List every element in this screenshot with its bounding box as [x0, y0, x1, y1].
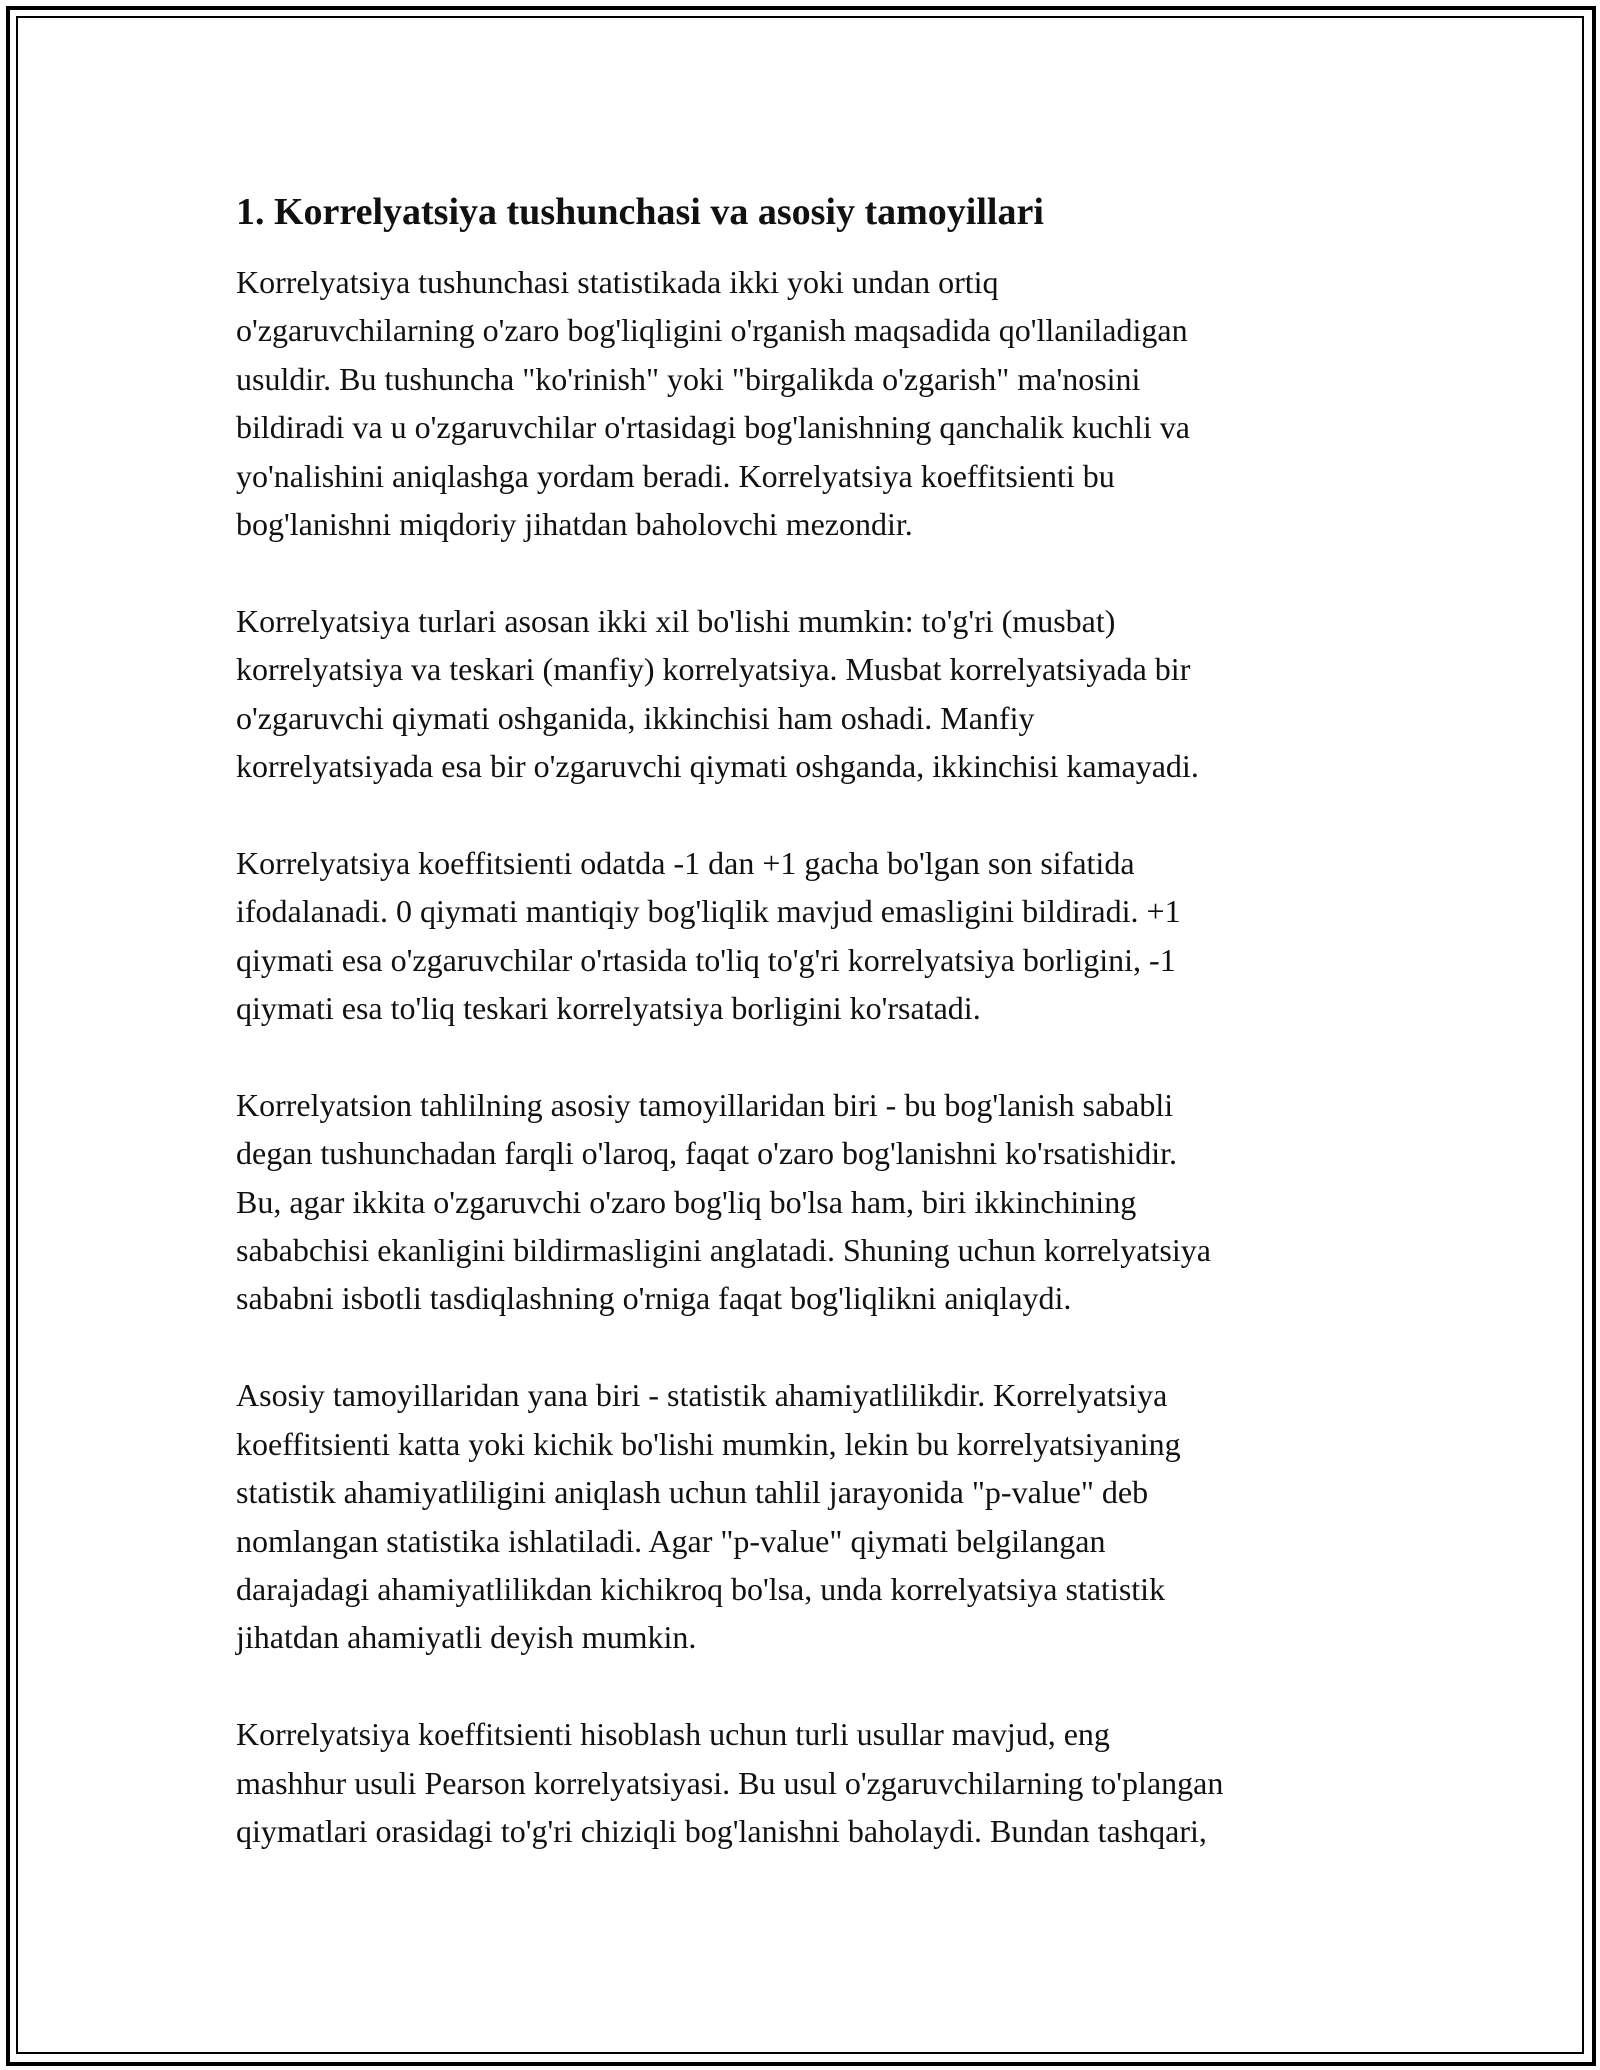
text-line: bildiradi va u o'zgaruvchilar o'rtasidagi bog'lanishning qanchalik kuchli va: [236, 409, 1190, 446]
text-line: Korrelyatsiya koeffitsienti odatda -1 dan +1 gacha bo'lgan son sifatida: [236, 844, 1135, 881]
text-line: ifodalanadi. 0 qiymati mantiqiy bog'liqlik mavjud emasligini bildiradi. +1: [236, 893, 1181, 930]
text-line: yo'nalishini aniqlashga yordam beradi. Korrelyatsiya koeffitsienti bu: [236, 457, 1115, 494]
text-line: Bu, agar ikkita o'zgaruvchi o'zaro bog'liq bo'lsa ham, biri ikkinchining: [236, 1183, 1137, 1220]
text-line: usuldir. Bu tushuncha "ko'rinish" yoki "birgalikda o'zgarish" ma'nosini: [236, 360, 1141, 397]
text-line: Korrelyatsiya turlari asosan ikki xil bo'lishi mumkin: to'g'ri (musbat): [236, 602, 1116, 639]
paragraph-types: [236, 597, 1376, 791]
text-line: sababchisi ekanligini bildirmasligini anglatadi. Shuning uchun korrelyatsiya: [236, 1232, 1211, 1269]
text-line: qiymati esa to'liq teskari korrelyatsiya borligini ko'rsatadi.: [236, 990, 981, 1027]
text-line: degan tushunchadan farqli o'laroq, faqat o'zaro bog'lanishni ko'rsatishidir.: [236, 1135, 1178, 1172]
text-line: korrelyatsiya va teskari (manfiy) korrelyatsiya. Musbat korrelyatsiyada bir: [236, 651, 1191, 688]
text-line: koeffitsienti katta yoki kichik bo'lishi mumkin, lekin bu korrelyatsiyaning: [236, 1425, 1181, 1462]
document-body: [236, 188, 1376, 1904]
text-line: Korrelyatsion tahlilning asosiy tamoyillaridan biri - bu bog'lanish sababli: [236, 1086, 1174, 1123]
text-line: Korrelyatsiya tushunchasi statistikada ikki yoki undan ortiq: [236, 264, 999, 300]
text-line: o'zgaruvchilarning o'zaro bog'liqligini o'rganish maqsadida qo'llaniladigan: [236, 312, 1188, 349]
text-line: darajadagi ahamiyatlilikdan kichikroq bo'lsa, unda korrelyatsiya statistik: [236, 1570, 1166, 1607]
text-line: Korrelyatsiya koeffitsienti hisoblash uchun turli usullar mavjud, eng: [236, 1716, 1110, 1753]
text-line: nomlangan statistika ishlatiladi. Agar "p-value" qiymati belgilangan: [236, 1522, 1106, 1559]
text-line: bog'lanishni miqdoriy jihatdan baholovchi mezondir.: [236, 506, 913, 543]
text-line: o'zgaruvchi qiymati oshganida, ikkinchisi ham oshadi. Manfiy: [236, 699, 1035, 736]
paragraph-coefficient-range: [236, 839, 1376, 1033]
text-line: jihatdan ahamiyatli deyish mumkin.: [236, 1619, 697, 1656]
text-line: Asosiy tamoyillaridan yana biri - statistik ahamiyatlilikdir. Korrelyatsiya: [236, 1377, 1168, 1414]
section-heading: 1. Korrelyatsiya tushunchasi va asosiy tamoyillari: [236, 191, 1044, 233]
text-line: qiymatlari orasidagi to'g'ri chiziqli bog'lanishni baholaydi. Bundan tashqari,: [236, 1812, 1207, 1849]
text-line: sababni isbotli tasdiqlashning o'rniga faqat bog'liqlikni aniqlaydi.: [236, 1280, 1072, 1317]
paragraph-methods: [236, 1710, 1376, 1855]
text-line: mashhur usuli Pearson korrelyatsiyasi. Bu usul o'zgaruvchilarning to'plangan: [236, 1764, 1224, 1801]
text-line: korrelyatsiyada esa bir o'zgaruvchi qiymati oshganda, ikkinchisi kamayadi.: [236, 748, 1199, 785]
text-line: statistik ahamiyatliligini aniqlash uchun tahlil jarayonida "p-value" deb: [236, 1474, 1149, 1511]
paragraph-causation: [236, 1081, 1376, 1323]
text-line: qiymati esa o'zgaruvchilar o'rtasida to'liq to'g'ri korrelyatsiya borligini, -1: [236, 941, 1176, 978]
paragraph-significance: [236, 1371, 1376, 1661]
paragraph-definition: [236, 258, 1376, 548]
